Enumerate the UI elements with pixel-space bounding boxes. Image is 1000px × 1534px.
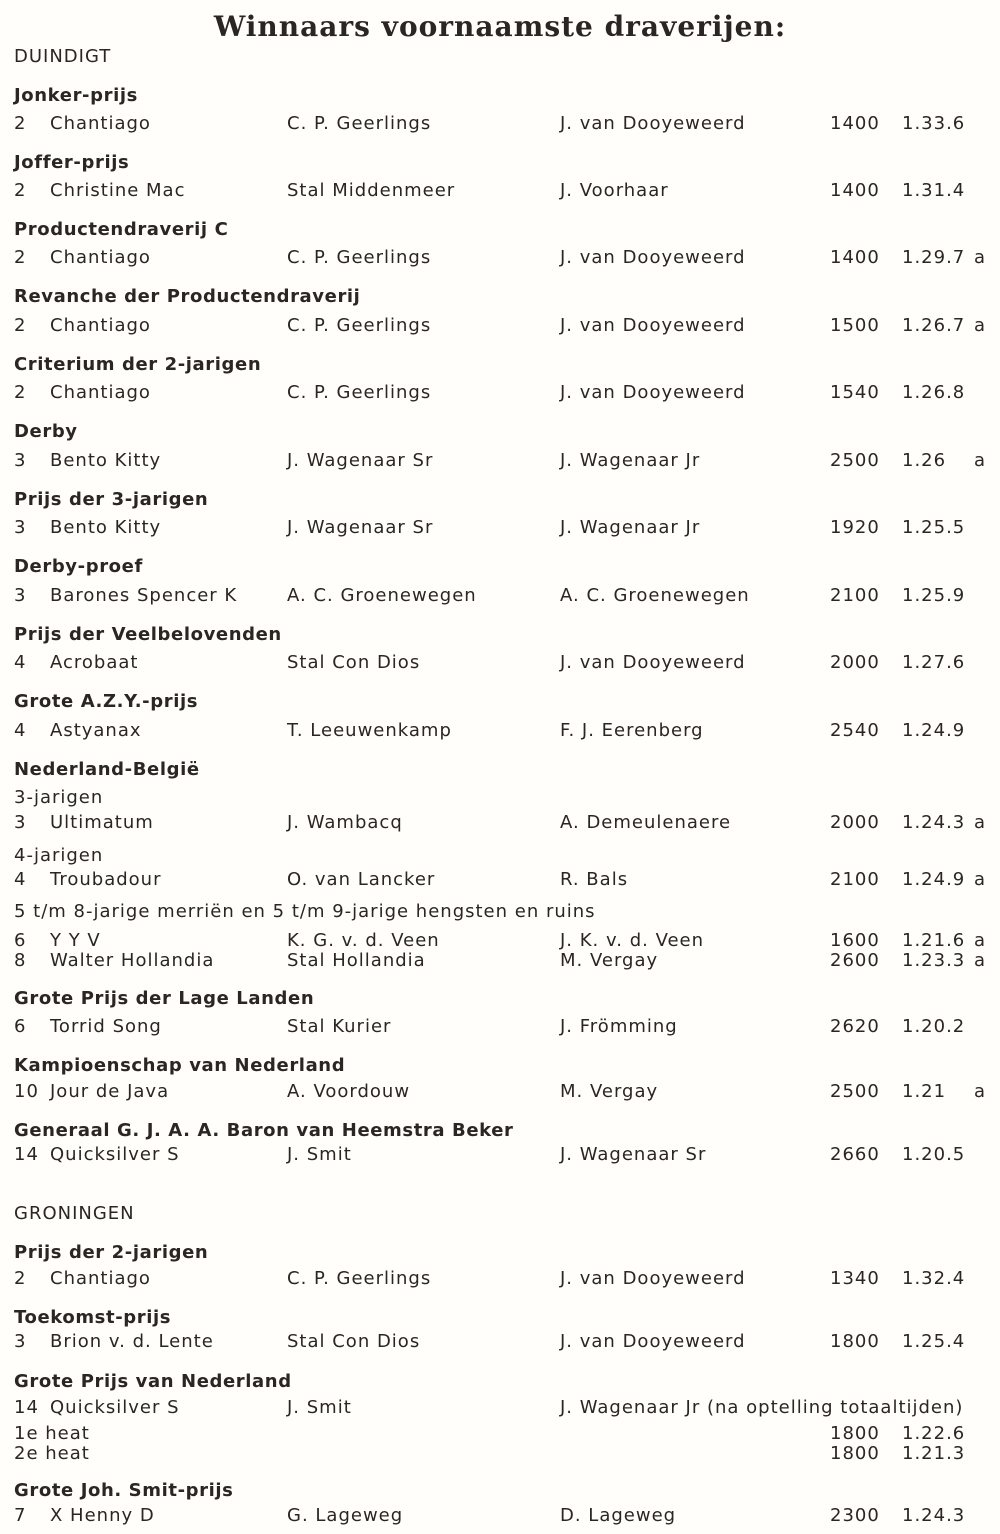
distance: 1400 [830,247,880,268]
driver-name: J. Wagenaar Jr [560,450,701,471]
race-name: Jonker-prijs [14,85,138,106]
record-mark: a [974,812,987,833]
race-name: Prijs der 3-jarigen [14,489,209,510]
driver-name: J. Wagenaar Jr (na optelling totaaltijden) [560,1397,964,1418]
driver-name: J. van Dooyeweerd [560,382,746,403]
horse-name: Christine Mac [50,180,186,201]
horse-name: Bento Kitty [50,517,162,538]
race-name: Prijs der 2-jarigen [14,1242,209,1263]
distance: 2100 [830,869,880,890]
driver-name: J. van Dooyeweerd [560,113,746,134]
driver-name: J. van Dooyeweerd [560,1331,746,1352]
time: 1.32.4 [902,1268,966,1289]
page-title: Winnaars voornaamste draverijen: [213,10,787,43]
distance: 2540 [830,720,880,741]
row-number: 4 [14,869,27,890]
time: 1.26.8 [902,382,966,403]
owner-name: Stal Kurier [287,1016,392,1037]
record-mark: a [974,1081,987,1102]
horse-name: Chantiago [50,1268,151,1289]
owner-name: J. Wagenaar Sr [287,517,434,538]
owner-name: A. Voordouw [287,1081,411,1102]
owner-name: Stal Con Dios [287,652,421,673]
owner-name: Stal Hollandia [287,950,426,971]
driver-name: D. Lageweg [560,1505,677,1526]
time: 1.20.5 [902,1144,966,1165]
horse-name: Astyanax [50,720,142,741]
distance: 1600 [830,930,880,951]
horse-name: Walter Hollandia [50,950,215,971]
distance: 1400 [830,180,880,201]
owner-name: J. Wambacq [287,812,403,833]
row-number: 3 [14,585,27,606]
owner-name: T. Leeuwenkamp [287,720,452,741]
time: 1.20.2 [902,1016,966,1037]
driver-name: J. van Dooyeweerd [560,315,746,336]
horse-name: Acrobaat [50,652,139,673]
distance: 1540 [830,382,880,403]
race-name: Criterium der 2-jarigen [14,354,262,375]
driver-name: J. van Dooyeweerd [560,247,746,268]
driver-name: J. Wagenaar Jr [560,517,701,538]
owner-name: C. P. Geerlings [287,382,432,403]
time: 1.25.5 [902,517,966,538]
horse-name: X Henny D [50,1505,155,1526]
distance: 2000 [830,812,880,833]
horse-name: Chantiago [50,315,151,336]
distance: 2000 [830,652,880,673]
time: 1.24.3 [902,812,966,833]
record-mark: a [974,450,987,471]
row-number: 2 [14,1268,27,1289]
time: 1.21.3 [902,1443,966,1464]
time: 1.27.6 [902,652,966,673]
section-header: DUINDIGT [14,46,112,67]
race-name: Kampioenschap van Nederland [14,1055,346,1076]
driver-name: F. J. Eerenberg [560,720,704,741]
race-name: Grote A.Z.Y.-prijs [14,691,199,712]
record-mark: a [974,930,987,951]
owner-name: G. Lageweg [287,1505,404,1526]
time: 1.24.9 [902,720,966,741]
time: 1.22.6 [902,1423,966,1444]
driver-name: J. van Dooyeweerd [560,652,746,673]
row-number: 6 [14,930,27,951]
time: 1.24.3 [902,1505,966,1526]
owner-name: O. van Lancker [287,869,436,890]
horse-name: Brion v. d. Lente [50,1331,214,1352]
row-number: 7 [14,1505,27,1526]
horse-name: Quicksilver S [50,1144,180,1165]
distance: 1920 [830,517,880,538]
heat-label: 2e heat [14,1443,90,1464]
row-number: 6 [14,1016,27,1037]
race-subcategory: 5 t/m 8-jarige merriën en 5 t/m 9-jarige hengsten en ruins [14,901,596,922]
race-name: Toekomst-prijs [14,1307,172,1328]
race-name: Grote Prijs van Nederland [14,1371,292,1392]
race-name: Derby-proef [14,556,143,577]
race-name: Grote Prijs der Lage Landen [14,988,315,1009]
race-name: Derby [14,421,78,442]
driver-name: J. van Dooyeweerd [560,1268,746,1289]
row-number: 14 [14,1144,39,1165]
time: 1.33.6 [902,113,966,134]
distance: 2300 [830,1505,880,1526]
race-subcategory: 4-jarigen [14,845,104,866]
race-subcategory: 3-jarigen [14,787,104,808]
owner-name: C. P. Geerlings [287,113,432,134]
horse-name: Ultimatum [50,812,154,833]
row-number: 3 [14,812,27,833]
record-mark: a [974,247,987,268]
owner-name: J. Wagenaar Sr [287,450,434,471]
time: 1.25.9 [902,585,966,606]
driver-name: M. Vergay [560,1081,659,1102]
race-name: Generaal G. J. A. A. Baron van Heemstra Beker [14,1120,514,1141]
driver-name: J. Wagenaar Sr [560,1144,707,1165]
horse-name: Troubadour [50,869,162,890]
distance: 1500 [830,315,880,336]
row-number: 2 [14,113,27,134]
horse-name: Torrid Song [50,1016,162,1037]
time: 1.29.7 [902,247,966,268]
owner-name: C. P. Geerlings [287,315,432,336]
distance: 1400 [830,113,880,134]
horse-name: Bento Kitty [50,450,162,471]
horse-name: Barones Spencer K [50,585,238,606]
row-number: 14 [14,1397,39,1418]
row-number: 4 [14,720,27,741]
owner-name: A. C. Groenewegen [287,585,477,606]
row-number: 8 [14,950,27,971]
time: 1.26.7 [902,315,966,336]
row-number: 4 [14,652,27,673]
horse-name: Chantiago [50,247,151,268]
race-name: Grote Joh. Smit-prijs [14,1480,234,1501]
time: 1.23.3 [902,950,966,971]
owner-name: J. Smit [287,1144,352,1165]
horse-name: Chantiago [50,382,151,403]
race-name: Prijs der Veelbelovenden [14,624,282,645]
owner-name: C. P. Geerlings [287,1268,432,1289]
time: 1.31.4 [902,180,966,201]
section-header: GRONINGEN [14,1203,135,1224]
driver-name: J. Frömming [560,1016,678,1037]
time: 1.26 [902,450,947,471]
distance: 1340 [830,1268,880,1289]
horse-name: Y Y V [50,930,101,951]
time: 1.24.9 [902,869,966,890]
distance: 2620 [830,1016,880,1037]
time: 1.21.6 [902,930,966,951]
time: 1.25.4 [902,1331,966,1352]
row-number: 2 [14,180,27,201]
record-mark: a [974,950,987,971]
distance: 2500 [830,1081,880,1102]
race-name: Productendraverij C [14,219,229,240]
row-number: 10 [14,1081,39,1102]
row-number: 3 [14,450,27,471]
row-number: 2 [14,247,27,268]
distance: 2660 [830,1144,880,1165]
race-name: Nederland-België [14,759,200,780]
race-name: Joffer-prijs [14,152,130,173]
row-number: 2 [14,315,27,336]
horse-name: Chantiago [50,113,151,134]
race-name: Revanche der Productendraverij [14,286,361,307]
row-number: 3 [14,517,27,538]
owner-name: Stal Middenmeer [287,180,456,201]
owner-name: K. G. v. d. Veen [287,930,440,951]
owner-name: C. P. Geerlings [287,247,432,268]
time: 1.21 [902,1081,947,1102]
record-mark: a [974,869,987,890]
distance: 1800 [830,1423,880,1444]
record-mark: a [974,315,987,336]
driver-name: J. K. v. d. Veen [560,930,705,951]
distance: 1800 [830,1443,880,1464]
distance: 2100 [830,585,880,606]
owner-name: J. Smit [287,1397,352,1418]
horse-name: Quicksilver S [50,1397,180,1418]
driver-name: J. Voorhaar [560,180,669,201]
driver-name: A. C. Groenewegen [560,585,750,606]
driver-name: A. Demeulenaere [560,812,732,833]
horse-name: Jour de Java [50,1081,170,1102]
row-number: 3 [14,1331,27,1352]
distance: 2600 [830,950,880,971]
heat-label: 1e heat [14,1423,90,1444]
driver-name: R. Bals [560,869,629,890]
distance: 2500 [830,450,880,471]
distance: 1800 [830,1331,880,1352]
owner-name: Stal Con Dios [287,1331,421,1352]
row-number: 2 [14,382,27,403]
driver-name: M. Vergay [560,950,659,971]
